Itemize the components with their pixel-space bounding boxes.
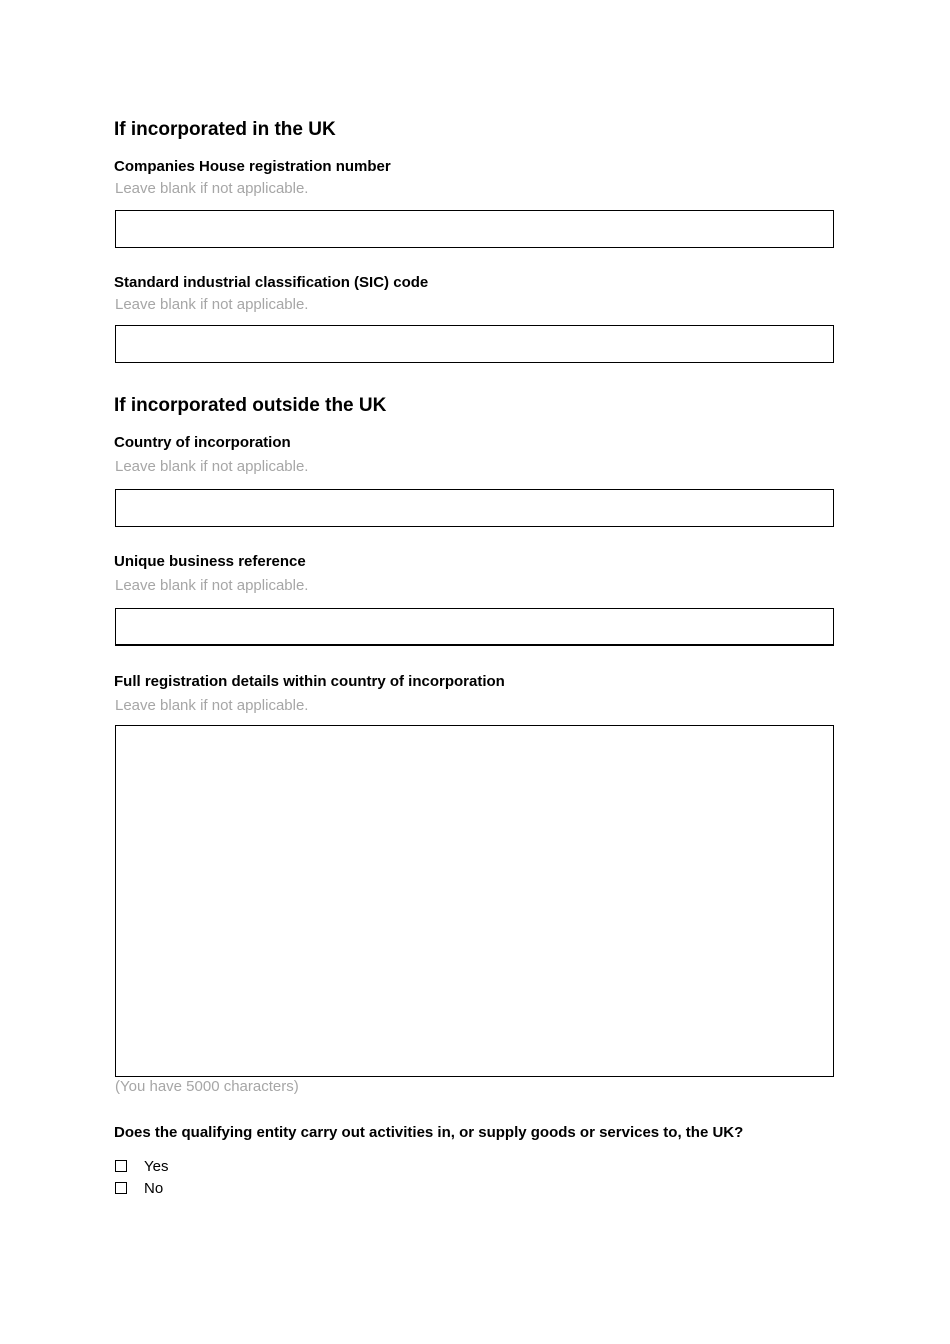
sic-code-input[interactable] bbox=[115, 325, 834, 363]
character-counter: (You have 5000 characters) bbox=[115, 1078, 299, 1095]
country-input[interactable] bbox=[115, 489, 834, 527]
yes-label: Yes bbox=[144, 1157, 169, 1175]
no-checkbox[interactable] bbox=[115, 1182, 127, 1194]
business-reference-hint: Leave blank if not applicable. bbox=[115, 577, 309, 594]
companies-house-hint: Leave blank if not applicable. bbox=[115, 180, 309, 197]
companies-house-label: Companies House registration number bbox=[114, 158, 391, 175]
uk-section-heading: If incorporated in the UK bbox=[114, 119, 336, 140]
option-no[interactable] bbox=[115, 1178, 163, 1198]
business-reference-label: Unique business reference bbox=[114, 553, 306, 570]
sic-code-label: Standard industrial classification (SIC) code bbox=[114, 274, 429, 291]
sic-code-hint: Leave blank if not applicable. bbox=[115, 296, 309, 313]
country-label: Country of incorporation bbox=[114, 434, 291, 451]
option-yes[interactable] bbox=[115, 1156, 168, 1176]
no-label: No bbox=[144, 1179, 164, 1197]
outside-uk-section-heading: If incorporated outside the UK bbox=[114, 395, 387, 416]
yes-checkbox[interactable] bbox=[115, 1160, 127, 1172]
business-reference-input[interactable] bbox=[115, 608, 834, 646]
companies-house-input[interactable] bbox=[115, 210, 834, 248]
registration-details-hint: Leave blank if not applicable. bbox=[115, 697, 309, 714]
uk-activities-question: Does the qualifying entity carry out activities in, or supply goods or services to, the UK? bbox=[114, 1124, 744, 1141]
registration-details-label: Full registration details within country of incorporation bbox=[114, 673, 505, 690]
country-hint: Leave blank if not applicable. bbox=[115, 458, 309, 475]
registration-details-textarea[interactable] bbox=[115, 725, 834, 1077]
